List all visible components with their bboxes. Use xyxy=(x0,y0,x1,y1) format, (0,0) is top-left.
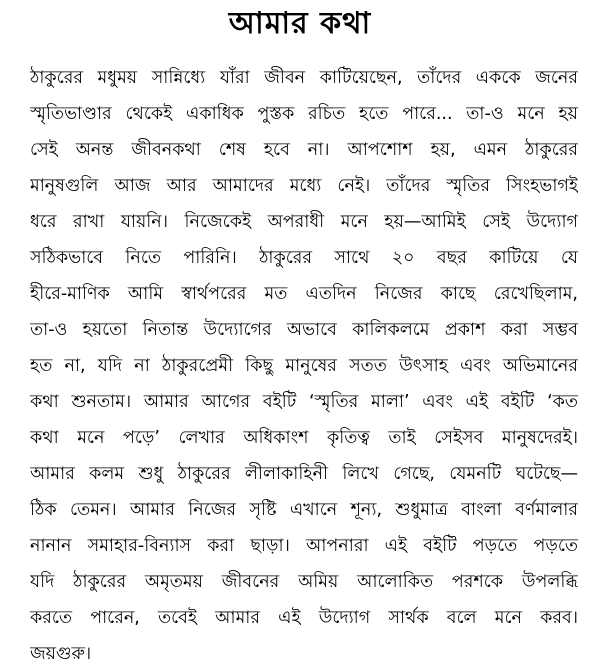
text-line-8: তা-ও হয়তো নিতান্ত উদ্যোগের অভাবে কালিকলমে প্রকাশ করা সম্ভব xyxy=(30,320,578,340)
text-line-10: কথা শুনতাম। আমার আগের বইটি ‘স্মৃতির মালা’ এবং এই বইটি ‘কত xyxy=(30,392,578,412)
page-title: আমার কথা xyxy=(228,6,372,41)
text-line-6: সঠিকভাবে নিতে পারিনি। ঠাকুরের সাথে ২০ বছর কাটিয়ে যে xyxy=(30,248,578,268)
text-line-7: হীরে-মাণিক আমি স্বার্থপরের মত এতদিন নিজের কাছে রেখেছিলাম, xyxy=(30,284,578,304)
text-line-3: সেই অনন্ত জীবনকথা শেষ হবে না। আপশোশ হয়, এমন ঠাকুরের xyxy=(30,140,578,160)
text-line-11: কথা মনে পড়ে’ লেখার অধিকাংশ কৃতিত্ব তাই সেইসব মানুষদেরই। xyxy=(30,428,578,448)
text-line-17: জয়গুরু। xyxy=(30,644,92,664)
text-line-12: আমার কলম শুধু ঠাকুরের লীলাকাহিনী লিখে গেছে, যেমনটি ঘটেছে— xyxy=(30,464,578,484)
text-line-1: ঠাকুরের মধুময় সান্নিধ্যে যাঁরা জীবন কাটিয়েছেন, তাঁদের এককে জনের xyxy=(30,68,578,88)
text-line-9: হত না, যদি না ঠাকুরপ্রেমী কিছু মানুষের সতত উৎসাহ এবং অভিমানের xyxy=(30,356,578,376)
text-line-4: মানুষগুলি আজ আর আমাদের মধ্যে নেই। তাঁদের স্মৃতির সিংহভাগই xyxy=(30,176,578,196)
preface-paragraph xyxy=(30,60,578,672)
text-line-14: নানান সমাহার-বিন্যাস করা ছাড়া। আপনারা এই বইটি পড়তে পড়তে xyxy=(30,536,578,556)
text-line-16: করতে পারেন, তবেই আমার এই উদ্যোগ সার্থক বলে মনে করব। xyxy=(30,608,578,628)
text-line-2: স্মৃতিভাণ্ডার থেকেই একাধিক পুস্তক রচিত হতে পারে... তা-ও মনে হয় xyxy=(30,104,578,124)
text-line-5: ধরে রাখা যায়নি। নিজেকেই অপরাধী মনে হয়—আমিই সেই উদ্যোগ xyxy=(30,212,578,232)
text-line-13: ঠিক তেমন। আমার নিজের সৃষ্টি এখানে শূন্য, শুধুমাত্র বাংলা বর্ণমালার xyxy=(30,500,578,520)
text-line-15: যদি ঠাকুরের অমৃতময় জীবনের অমিয় আলোকিত পরশকে উপলব্ধি xyxy=(30,572,578,592)
